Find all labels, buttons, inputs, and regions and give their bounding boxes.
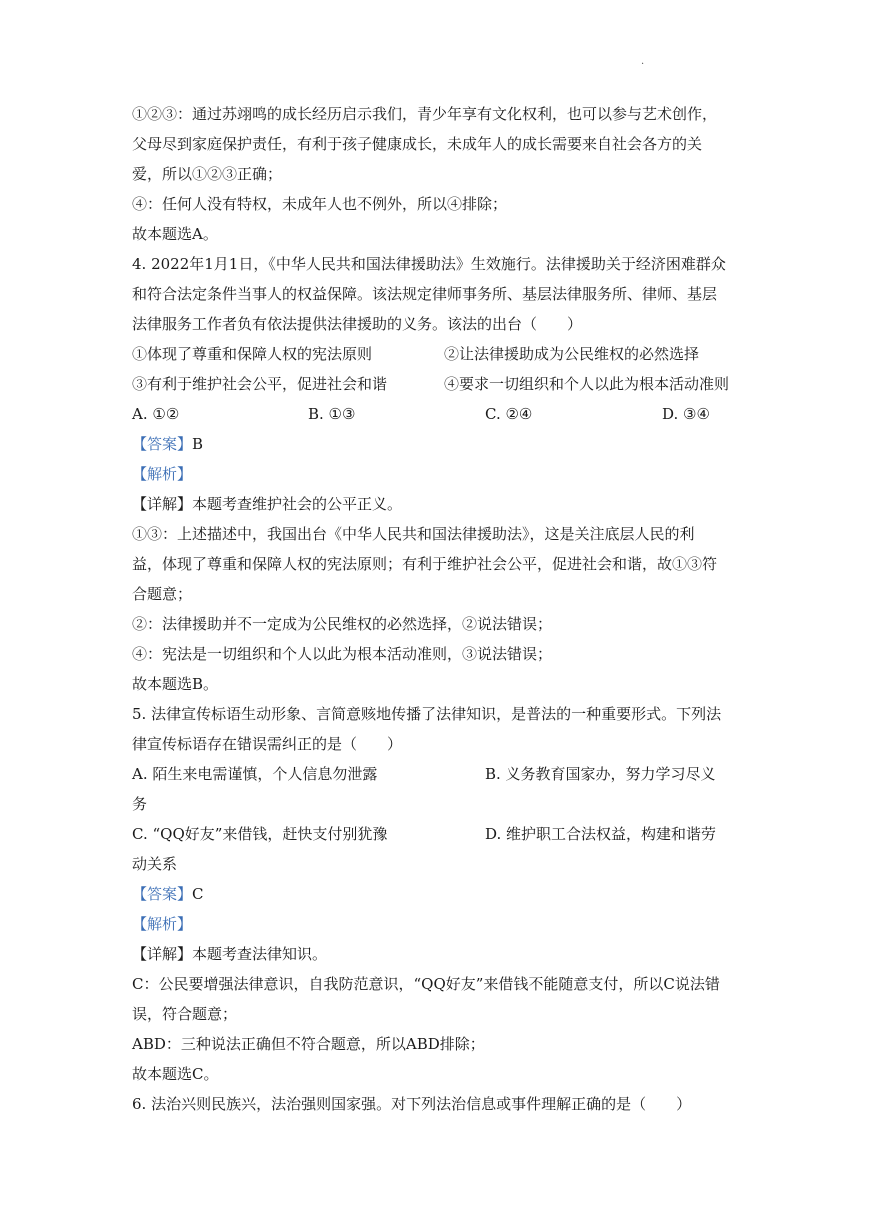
q5-option-c: C. “QQ好友”来借钱，赶快支付别犹豫 xyxy=(132,825,388,843)
q4-analysis-line: 合题意； xyxy=(132,585,193,603)
q6-stem: 6. 法治兴则民族兴，法治强则国家强。对下列法治信息或事件理解正确的是（ ） xyxy=(132,1095,692,1113)
prev-analysis-line: 父母尽到家庭保护责任，有利于孩子健康成长，未成年人的成长需要来自社会各方的关 xyxy=(132,135,703,153)
q4-statement: ④要求一切组织和个人以此为根本活动准则 xyxy=(444,375,730,393)
q4-stem-line: 和符合法定条件当事人的权益保障。该法规定律师事务所、基层法律服务所、律师、基层 xyxy=(132,285,718,303)
q5-option-d-cont: 动关系 xyxy=(132,855,178,873)
q4-statement: ①体现了尊重和保障人权的宪法原则 xyxy=(132,345,373,363)
q4-option-a: A. ①② xyxy=(132,405,180,423)
prev-analysis-line: ④：任何人没有特权，未成年人也不例外，所以④排除； xyxy=(132,195,508,213)
q4-answer xyxy=(132,434,742,454)
q5-stem-line: 5. 法律宣传标语生动形象、言简意赅地传播了法律知识，是普法的一种重要形式。下列法 xyxy=(132,705,722,723)
q4-stem-line: 4. 2022年1月1日，《中华人民共和国法律援助法》生效施行。法律援助关于经济困难群众 xyxy=(132,255,726,273)
q4-conclusion: 故本题选B。 xyxy=(132,675,219,693)
answer-tag: 【答案】 xyxy=(132,885,193,903)
q4-analysis-heading xyxy=(132,464,742,484)
answer-tag: 【答案】 xyxy=(132,435,193,453)
answer-value: B xyxy=(192,435,204,453)
detail-text: 本题考查法律知识。 xyxy=(192,945,328,963)
detail-tag: 【详解】 xyxy=(132,495,193,513)
q5-stem-line: 律宣传标语存在错误需纠正的是（ ） xyxy=(132,735,403,753)
q5-option-b-cont: 务 xyxy=(132,795,148,813)
header-dot: . xyxy=(641,56,645,67)
q4-statement: ②让法律援助成为公民维权的必然选择 xyxy=(444,345,700,363)
q4-analysis-line: ①③：上述描述中，我国出台《中华人民共和国法律援助法》，这是关注底层人民的利 xyxy=(132,525,695,543)
q5-option-a: A. 陌生来电需谨慎，个人信息勿泄露 xyxy=(132,765,378,783)
q5-option-b: B. 义务教育国家办，努力学习尽义 xyxy=(485,765,716,783)
q4-option-c: C. ②④ xyxy=(485,405,533,423)
q4-option-d: D. ③④ xyxy=(662,405,710,423)
q4-analysis-line: ④：宪法是一切组织和个人以此为根本活动准则，③说法错误； xyxy=(132,645,553,663)
q5-analysis-heading xyxy=(132,914,742,934)
q5-option-d: D. 维护职工合法权益，构建和谐劳 xyxy=(485,825,717,843)
prev-analysis-line: ①②③：通过苏翊鸣的成长经历启示我们，青少年享有文化权利，也可以参与艺术创作， xyxy=(132,105,718,123)
prev-analysis-line: 爱，所以①②③正确； xyxy=(132,165,283,183)
q4-detail xyxy=(132,494,742,514)
detail-text: 本题考查维护社会的公平正义。 xyxy=(192,495,403,513)
q4-statement: ③有利于维护社会公平，促进社会和谐 xyxy=(132,375,388,393)
detail-tag: 【详解】 xyxy=(132,945,193,963)
q4-option-b: B. ①③ xyxy=(308,405,356,423)
q4-analysis-line: ②：法律援助并不一定成为公民维权的必然选择，②说法错误； xyxy=(132,615,553,633)
q5-conclusion: 故本题选C。 xyxy=(132,1065,219,1083)
analysis-tag: 【解析】 xyxy=(132,465,193,483)
q5-detail xyxy=(132,944,742,964)
answer-value: C xyxy=(192,885,204,903)
q5-analysis-line: ABD：三种说法正确但不符合题意，所以ABD排除； xyxy=(132,1035,485,1053)
q5-analysis-line: 误，符合题意； xyxy=(132,1005,238,1023)
q5-answer xyxy=(132,884,742,904)
q4-stem-line: 法律服务工作者负有依法提供法律援助的义务。该法的出台（ ） xyxy=(132,315,583,333)
analysis-tag: 【解析】 xyxy=(132,915,193,933)
q5-analysis-line: C：公民要增强法律意识，自我防范意识，“QQ好友”来借钱不能随意支付，所以C说法错 xyxy=(132,975,720,993)
q4-analysis-line: 益，体现了尊重和保障人权的宪法原则；有利于维护社会公平，促进社会和谐，故①③符 xyxy=(132,555,718,573)
prev-conclusion: 故本题选A。 xyxy=(132,225,218,243)
